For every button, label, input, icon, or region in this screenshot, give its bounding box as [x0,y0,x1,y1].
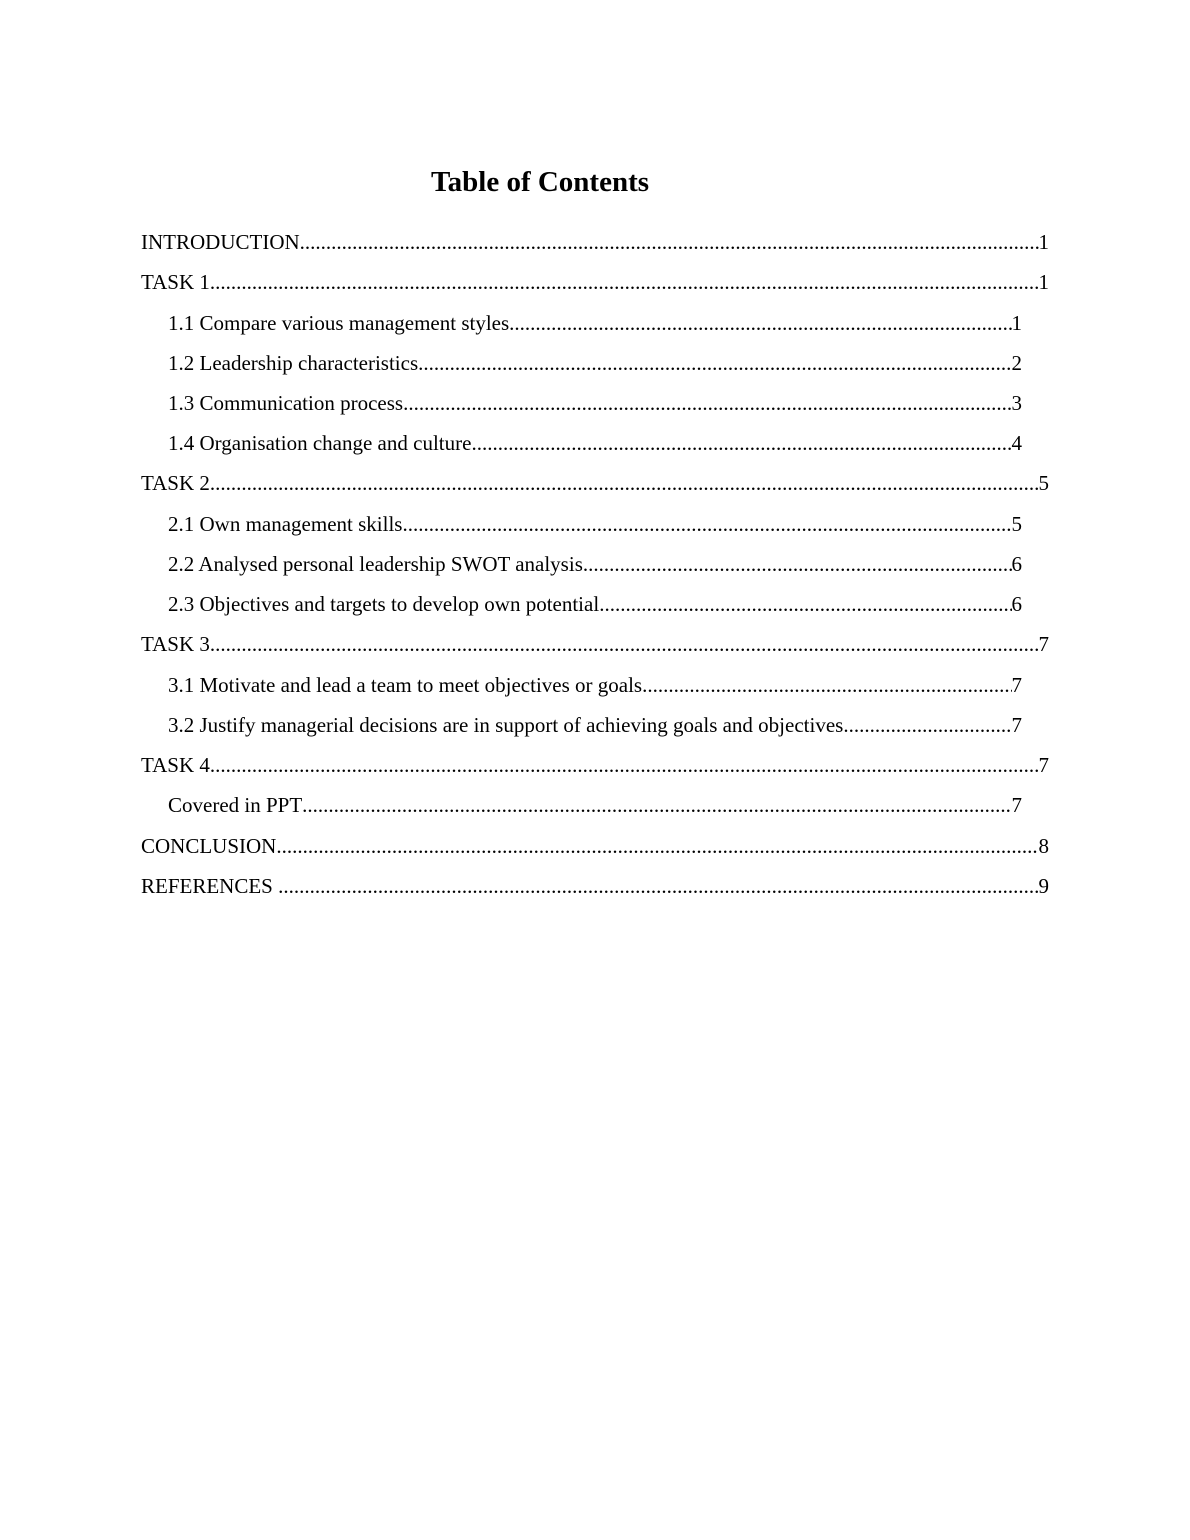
toc-dot-leader [402,508,1011,540]
toc-dot-leader [509,307,1011,339]
toc-dot-leader [210,266,1039,298]
toc-entry-page-number: 7 [1011,793,1022,817]
toc-entry-3-1[interactable] [168,669,1022,701]
toc-entry-page-number: 2 [1011,351,1022,375]
toc-entry-1-3[interactable] [168,387,1022,419]
toc-entry-label: TASK 1 [141,270,210,294]
toc-entry-references[interactable] [141,870,1049,902]
toc-entry-page-number: 9 [1038,874,1049,898]
toc-entry-page-number: 4 [1011,431,1022,455]
toc-entry-task-4[interactable] [141,749,1049,781]
toc-entry-label: Covered in PPT [168,793,303,817]
toc-dot-leader [403,387,1011,419]
toc-entry-covered-in-ppt[interactable] [168,789,1022,821]
toc-entry-label: 1.2 Leadership characteristics [168,351,419,375]
toc-entry-2-3[interactable] [168,588,1022,620]
toc-entry-label: 2.2 Analysed personal leadership SWOT analysis [168,552,583,576]
toc-entry-task-3[interactable] [141,628,1049,660]
toc-entry-label: REFERENCES [141,874,279,898]
toc-entry-page-number: 1 [1011,311,1022,335]
toc-dot-leader [471,427,1011,459]
toc-entry-page-number: 1 [1038,270,1049,294]
toc-dot-leader [276,830,1038,862]
toc-entry-page-number: 7 [1011,713,1022,737]
toc-entry-conclusion[interactable] [141,830,1049,862]
toc-entry-page-number: 6 [1011,552,1022,576]
toc-dot-leader [302,789,1011,821]
toc-entry-task-2[interactable] [141,467,1049,499]
toc-entry-label: TASK 2 [141,471,210,495]
toc-entry-1-4[interactable] [168,427,1022,459]
toc-dot-leader [418,347,1011,379]
toc-title: Table of Contents [430,166,650,198]
toc-entry-page-number: 7 [1011,673,1022,697]
toc-entry-page-number: 5 [1038,471,1049,495]
toc-entry-task-1[interactable] [141,266,1049,298]
toc-dot-leader [300,226,1039,258]
toc-entry-2-2[interactable] [168,548,1022,580]
toc-dot-leader [210,628,1039,660]
toc-entry-3-2[interactable] [168,709,1022,741]
toc-entry-page-number: 7 [1038,753,1049,777]
toc-entry-label: TASK 4 [141,753,210,777]
toc-entry-label: 3.2 Justify managerial decisions are in support of achieving goals and objectives [168,713,844,737]
toc-entry-2-1[interactable] [168,508,1022,540]
toc-entry-label: 1.4 Organisation change and culture [168,431,472,455]
toc-dot-leader [210,467,1039,499]
toc-entry-page-number: 8 [1038,834,1049,858]
toc-entry-1-1[interactable] [168,307,1022,339]
toc-entry-label: 1.1 Compare various management styles [168,311,510,335]
toc-entry-label: 2.1 Own management skills [168,512,403,536]
toc-entry-label: 3.1 Motivate and lead a team to meet objectives or goals [168,673,643,697]
toc-entry-page-number: 7 [1038,632,1049,656]
toc-entry-page-number: 1 [1038,230,1049,254]
toc-dot-leader [642,669,1011,701]
toc-entry-page-number: 3 [1011,391,1022,415]
toc-entry-label: CONCLUSION [141,834,277,858]
toc-dot-leader [583,548,1012,580]
toc-dot-leader [599,588,1011,620]
toc-dot-leader [843,709,1011,741]
toc-entry-page-number: 6 [1011,592,1022,616]
toc-entry-label: INTRODUCTION [141,230,300,254]
toc-entry-1-2[interactable] [168,347,1022,379]
toc-entry-label: TASK 3 [141,632,210,656]
toc-entry-page-number: 5 [1011,512,1022,536]
toc-entry-label: 1.3 Communication process [168,391,404,415]
toc-entry-label: 2.3 Objectives and targets to develop own potential [168,592,600,616]
toc-dot-leader [278,870,1038,902]
toc-dot-leader [210,749,1039,781]
toc-entry-introduction[interactable] [141,226,1049,258]
